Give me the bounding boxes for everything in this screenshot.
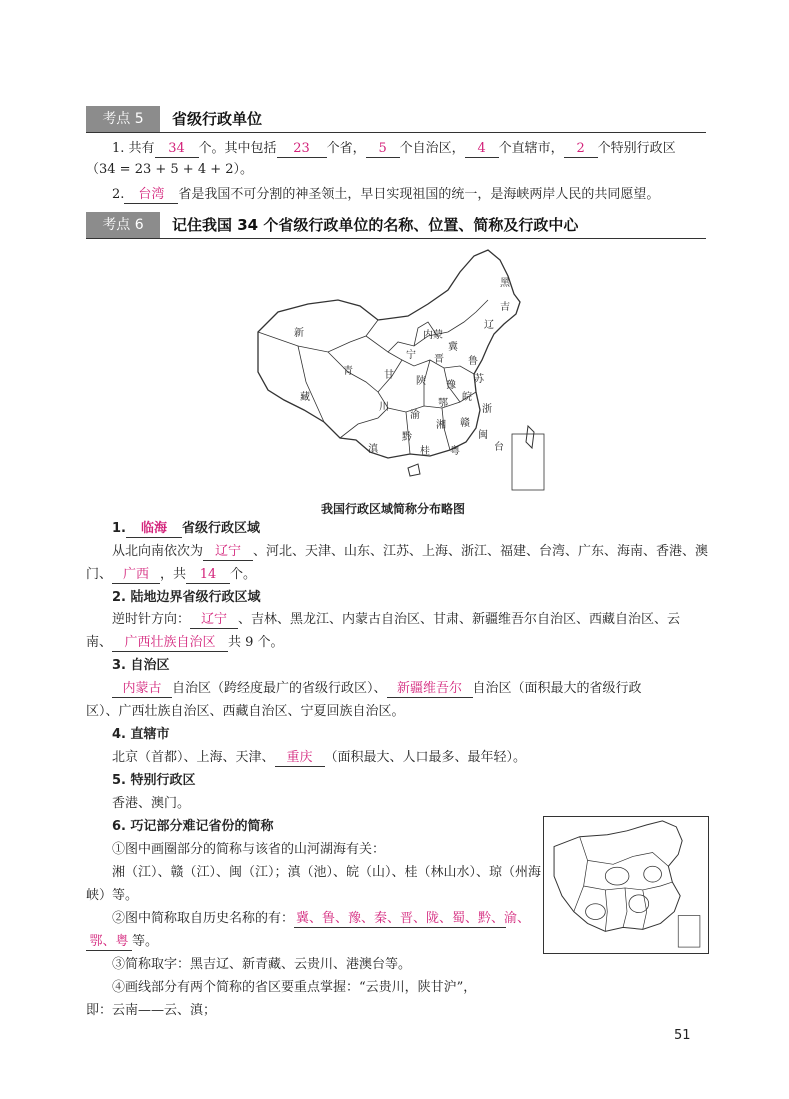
item5-line1: 香港、澳门。 [112, 796, 191, 811]
item2-heading: 2. 陆地边界省级行政区域 [112, 590, 261, 605]
item3-heading: 3. 自治区 [112, 658, 170, 673]
map-label: 湘 [436, 420, 446, 431]
china-map-svg [238, 242, 548, 496]
answer-blank: 鄂、粤 [86, 933, 132, 951]
answer-blank: 辽宁 [190, 611, 238, 629]
small-china-map [543, 816, 709, 954]
item2-line2: 南、 广西壮族自治区 共 9 个。 [86, 635, 284, 650]
answer-blank: 内蒙古 [112, 680, 172, 698]
page-number: 51 [674, 1028, 691, 1043]
china-province-map [238, 242, 548, 496]
map-label: 内蒙 [423, 330, 443, 341]
map-label: 辽 [484, 320, 494, 331]
section6-header [86, 212, 706, 239]
item4-line1: 北京（首都）、上海、天津、 重庆 （面积最大、人口最多、最年轻）。 [112, 750, 527, 765]
answer-blank: 5 [366, 140, 400, 158]
item6-line7: ④画线部分有两个简称的省区要重点掌握：“云贵川，陕甘沪”， [112, 980, 477, 995]
item1-line1: 从北向南依次为 辽宁 、河北、天津、山东、江苏、上海、浙江、福建、台湾、广东、海南、香港、澳 [112, 544, 709, 559]
answer-blank: 14 [186, 566, 230, 584]
map-label: 藏 [300, 392, 310, 403]
map-label: 川 [379, 402, 389, 413]
item6-line2: 湘（江）、赣（江）、闽（江）；滇（池）、皖（山）、桂（林山水）、琼（州海 [112, 865, 542, 880]
map-label: 黑 [500, 278, 510, 289]
answer-blank: 2 [564, 140, 598, 158]
item6-line5: 鄂、粤 等。 [86, 932, 726, 952]
section6-tag: 考点 6 [86, 212, 160, 238]
map-label: 闽 [478, 430, 488, 441]
item1-heading: 1. 临海 省级行政区域 [112, 521, 260, 536]
map-label: 赣 [460, 418, 470, 429]
map-label: 皖 [462, 392, 472, 403]
answer-blank: 重庆 [275, 749, 325, 767]
item3-line2: 区）、广西壮族自治区、西藏自治区、宁夏回族自治区。 [86, 704, 405, 719]
section5-header [86, 106, 706, 133]
item1-line2: 门、 广西 ，共 14 个。 [86, 567, 257, 582]
map-label: 鲁 [468, 356, 478, 367]
item6-line4: ②图中简称取自历史名称的有： 冀、鲁、豫、秦、晋、陇、蜀、黔、渝、 [112, 911, 531, 926]
item6-line6: ③简称取字：黑吉辽、新青藏、云贵川、港澳台等。 [112, 957, 412, 972]
section6-title: 记住我国 34 个省级行政单位的名称、位置、简称及行政中心 [172, 216, 579, 234]
map-label: 晋 [434, 354, 444, 365]
map-label: 吉 [500, 302, 510, 313]
map-label: 陕 [416, 376, 426, 387]
map-label: 甘 [384, 370, 394, 381]
map-label: 粤 [450, 446, 460, 457]
answer-blank: 冀、鲁、豫、秦、晋、陇、蜀、黔、渝、 [296, 911, 531, 926]
answer-blank: 广西壮族自治区 [112, 634, 228, 652]
map-label: 渝 [410, 410, 420, 421]
map-label: 鄂 [438, 398, 448, 409]
item6-line8: 即：云南——云、滇； [86, 1003, 217, 1018]
answer-blank: 23 [277, 140, 327, 158]
answer-blank: 新疆维吾尔 [387, 680, 473, 698]
map-label: 苏 [474, 374, 484, 385]
map-label: 冀 [448, 342, 458, 353]
section5-title: 省级行政单位 [172, 110, 263, 128]
map-label: 黔 [402, 432, 412, 443]
answer-blank: 34 [155, 140, 199, 158]
map-caption: 我国行政区域简称分布略图 [320, 502, 465, 516]
item6-line3: 峡）等。 [86, 888, 139, 903]
section5-tag: 考点 5 [86, 106, 160, 132]
map-label: 台 [494, 442, 504, 453]
answer-blank: 4 [465, 140, 499, 158]
section5-item2: 2. 台湾 省是我国不可分割的神圣领土，早日实现祖国的统一，是海峡两岸人民的共同愿望。 [112, 187, 660, 202]
item4-heading: 4. 直辖市 [112, 727, 170, 742]
map-label: 青 [343, 366, 353, 377]
item6-line1: ①图中画圈部分的简称与该省的山河湖海有关： [112, 842, 386, 857]
item5-heading: 5. 特别行政区 [112, 773, 196, 788]
answer-blank: 临海 [126, 520, 182, 538]
answer-blank: 广西 [112, 566, 160, 584]
map-label: 豫 [446, 380, 456, 391]
map-label: 宁 [406, 350, 416, 361]
small-map-svg [544, 817, 708, 953]
map-label: 桂 [420, 446, 430, 457]
item2-line1: 逆时针方向： 辽宁 、吉林、黑龙江、内蒙古自治区、甘肃、新疆维吾尔自治区、西藏自治区、云 [112, 612, 681, 627]
item6-heading: 6. 巧记部分难记省份的简称 [112, 819, 274, 834]
answer-blank: 台湾 [124, 186, 178, 204]
section5-item1: 1. 共有 34 个。其中包括 23 个省， 5 个自治区， 4 个直辖市， 2 个特别行政区 [112, 141, 676, 156]
section5-item1-cont: （34 = 23 + 5 + 4 + 2）。 [86, 162, 254, 177]
item3-line1: 内蒙古 自治区（跨经度最广的省级行政区）、 新疆维吾尔 自治区（面积最大的省级行政 [86, 679, 752, 699]
answer-blank: 辽宁 [203, 543, 253, 561]
map-label: 滇 [368, 444, 378, 455]
map-label: 新 [294, 328, 304, 339]
map-label: 浙 [482, 404, 492, 415]
